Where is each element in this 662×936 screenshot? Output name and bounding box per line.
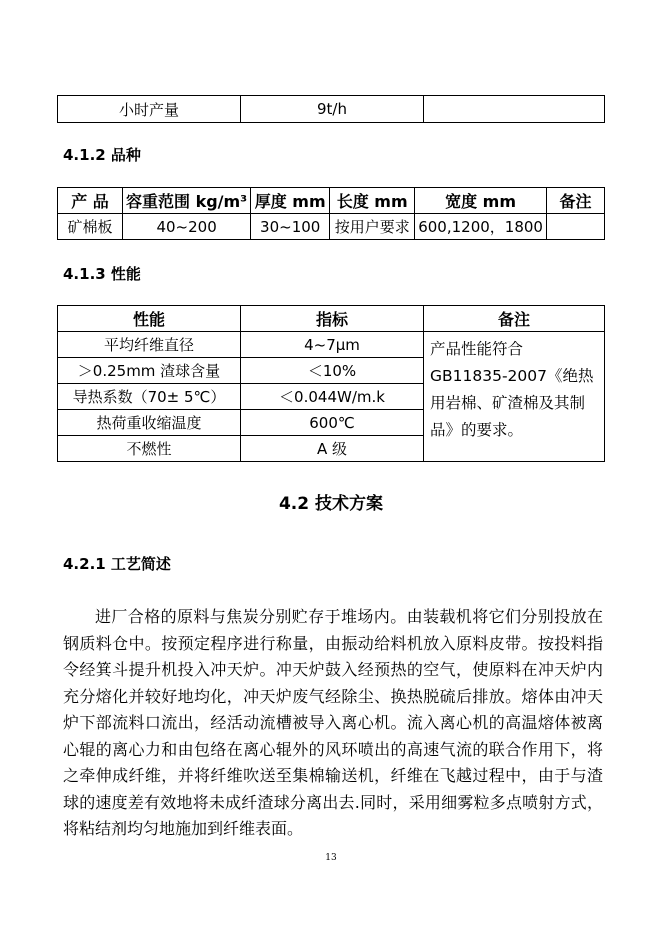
header-cell: 备注 [424, 306, 605, 332]
table-cell [546, 214, 604, 240]
header-cell: 备注 [546, 188, 604, 214]
table-row [58, 214, 605, 240]
table-row [58, 96, 605, 123]
table-cell: 平均纤维直径 [58, 332, 241, 358]
table-cell: ＜0.044W/m.k [241, 384, 424, 410]
table-cell: A 级 [241, 436, 424, 462]
header-cell: 容重范围 kg/m³ [123, 188, 251, 214]
table-cell: 4~7μm [241, 332, 424, 358]
header-cell: 长度 mm [330, 188, 415, 214]
table-cell: ＞0.25mm 渣球含量 [58, 358, 241, 384]
table-cell: 不燃性 [58, 436, 241, 462]
performance-table [57, 305, 605, 462]
table-row [58, 332, 605, 358]
section-heading-4-2: 4.2 技术方案 [278, 494, 384, 514]
table-cell: 600℃ [241, 410, 424, 436]
table-cell: 600,1200，1800 [415, 214, 547, 240]
table-header-row [58, 188, 605, 214]
table-header-row [58, 306, 605, 332]
table-cell: ＜10% [241, 358, 424, 384]
table-cell: 30~100 [251, 214, 330, 240]
table-cell [424, 96, 605, 123]
table-cell: 矿棉板 [58, 214, 123, 240]
page-number: 13 [325, 853, 337, 863]
header-cell: 产 品 [58, 188, 123, 214]
table-cell: 40~200 [123, 214, 251, 240]
process-description-paragraph: 进厂合格的原料与焦炭分别贮存于堆场内。由装载机将它们分别投放在钢质料仓中。按预定程序进行称量，由振动给料机放入原料皮带。按投料指令经箕斗提升机投入冲天炉。冲天炉鼓入经预热的空气，使原料在冲天炉内充分熔化并较好地均化，冲天炉废气经除尘、换热脱硫后排放。熔体由冲天炉下部流料口流出，经活动流槽被导入离心机。流入离心机的高温熔体被离心辊的离心力和由包络在离心辊外的风环喷出的高速气流的联合作用下，将之牵伸成纤维，并将纤维吹送至集棉输送机，纤维在飞越过程中，由于与渣球的速度差有效地将未成纤渣球分离出去.同时，采用细雾粒多点喷射方式，将粘结剂均匀地施加到纤维表面。 [63, 607, 603, 838]
table-cell: 9t/h [241, 96, 424, 123]
header-cell: 厚度 mm [251, 188, 330, 214]
section-heading-4-1-2: 4.1.2 品种 [63, 146, 141, 164]
hourly-output-table [57, 95, 605, 123]
variety-table [57, 187, 605, 240]
table-cell: 小时产量 [58, 96, 241, 123]
section-heading-4-1-3: 4.1.3 性能 [63, 265, 141, 283]
section-heading-4-2-1: 4.2.1 工艺简述 [63, 555, 171, 573]
header-cell: 性能 [58, 306, 241, 332]
header-cell: 宽度 mm [415, 188, 547, 214]
table-cell: 按用户要求 [330, 214, 415, 240]
header-cell: 指标 [241, 306, 424, 332]
table-cell: 热荷重收缩温度 [58, 410, 241, 436]
remark-cell: 产品性能符合GB11835-2007《绝热用岩棉、矿渣棉及其制品》的要求。 [424, 332, 605, 462]
table-cell: 导热系数（70± 5℃） [58, 384, 241, 410]
